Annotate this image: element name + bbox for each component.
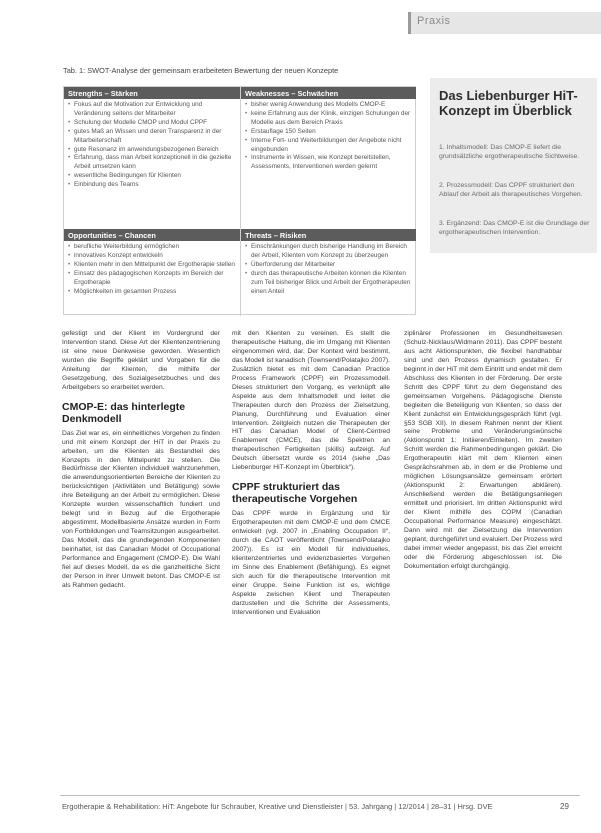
overview-sidebox: [430, 78, 597, 253]
footer-citation: Ergotherapie & Rehabilitation: HiT: Angebote für Schrauber, Kreative und Dienstleister | 53. Jahrgang | 12/2014 | 28–31 | Hrsg. DVE: [62, 802, 493, 811]
list-item: • Klienten mehr in den Mittelpunkt der Ergotherapie stellen: [68, 261, 236, 270]
body-column-1: [62, 330, 220, 788]
list-item: • innovatives Konzept entwickeln: [68, 252, 236, 261]
body-column-3: [404, 330, 562, 788]
list-item: • Schulung der Modelle CMOP und Modul CPPF: [68, 119, 236, 128]
paragraph: gefestigt und der Klient im Vordergrund der Intervention stand. Diese Art der Klientenzentrierung ist eine neue Denkweise geworden. Wesentlich wurden die Begriffe geklärt und Vorgaben für die Anleitung der Klienten, die mithilfe der Gesetzgebung, des Sozialgesetzbuches und des Arbeitgebers so erarbeitet werden.: [62, 330, 220, 391]
page-number: 29: [560, 802, 569, 811]
section-header-tab: [408, 12, 601, 34]
threats-header: Threats – Risiken: [241, 229, 416, 241]
weaknesses-header: Weaknesses – Schwächen: [241, 87, 416, 99]
sidebox-title: Das Liebenburger HiT-Konzept im Überblick: [439, 88, 578, 118]
sidebox-item: 3. Ergänzend: Das CMOP-E ist die Grundlage der ergotherapeutischen Intervention.: [439, 220, 590, 236]
table-caption: Tab. 1: SWOT-Analyse der gemeinsam erarbeiteten Bewertung der neuen Konzepte: [63, 66, 339, 75]
sidebox-item: 1. Inhaltsmodell: Das CMOP-E liefert die grundsätzliche ergotherapeutische Sichtweise.: [439, 144, 580, 160]
paragraph: Das CPPF wurde in Ergänzung und für Ergotherapeuten mit dem CMOP-E und dem CMCE entwickelt (vgl. 2007 in „Enabling Occupation II“, durch die CAOT veröffentlicht (Townsend/Polatajko 2007)). Es ist ein Modell für individuelles, klientenzentriertes und evidenzbasiertes Vorgehen im Sinne des Enablement (Befähigung). Es eignet sich auch für die therapeutische Intervention mit einer Gruppe. Seine Funktion ist es, wichtige Aspekte zwischen Klient und Therapeuten darzustellen und die Schritte der Assessments, Interventionen und Evaluation: [232, 510, 390, 616]
list-item: • Einschränkungen durch bisherige Handlung im Bereich der Arbeit, Klienten vom Konzept zu überzeugen: [245, 243, 413, 261]
column-divider: [240, 87, 241, 316]
list-item: • bisher wenig Anwendung des Modells CMOP-E: [245, 101, 413, 110]
footer-divider: [60, 795, 580, 796]
list-item: • durch das therapeutische Arbeiten können die Klienten zum Teil bisheriger Blick und Arbeit der Ergotherapeuten einen Anteil: [245, 270, 413, 297]
list-item: • Fokus auf die Motivation zur Entwicklung und Veränderung seitens der Mitarbeiter: [68, 101, 236, 119]
list-item: • Instrumente in Wissen, wie Konzept bereitstellen, Assessments, Interventionen werden gelernt: [245, 154, 413, 172]
weaknesses-cell: [245, 101, 413, 227]
paragraph: ziplinärer Professionen im Gesundheitswesen (Schulz-Nicklaus/Widmann 2011). Das CPPF besteht aus acht Aktionspunkten, die flexibel handhabbar sind und den Prozess dynamisch gestalten. Er beginnt in der HiT mit dem Eintritt und endet mit dem Abschluss des Klienten in der Förderung. Der erste Schritt des CPPF führt zu dem Gegenstand des gemeinsamen Vorgehens. Pädagogische Dienste begleiten die Beteiligung von Klienten, so dass der Klient zunächst ein Entwicklungsgespräch führt (vgl. §53 SGB XII). In diesem Rahmen nennt der Klient seine Probleme und Veränderungswünsche (Aktionspunkt 1: Initiieren/Einleiten). Im zweiten Schritt werden die Rahmenbedingungen geklärt. Die Ergotherapeutin klärt mit dem Klienten einen Gesprächsrahmen ab, in dem er die Probleme und möglichen Lösungsansätze gemeinsam erörtert (Aktionspunkt 2: Erwartungen abklären). Anschließend werden die Betätigungsanliegen ermittelt und priorisiert. Im dritten Aktionspunkt wird der Klient mithilfe des COPM (Canadian Occupational Performance Measure) eingeschätzt. Dann wird mit der Zielsetzung die Intervention geplant, durchgeführt und evaluiert. Der Prozess wird dabei immer wieder angepasst, bis das Ziel erreicht oder die Förderung abgeschlossen ist. Die Dokumentation erfolgt durchgängig.: [404, 330, 562, 570]
list-item: • Erfahrung, dass man Arbeit konzeptionell in die gezielte Arbeit umsetzen kann: [68, 154, 236, 172]
list-item: • wesentliche Bedingungen für Klienten: [68, 172, 236, 181]
opportunities-cell: [68, 243, 236, 313]
opportunities-header: Opportunities – Chancen: [64, 229, 240, 241]
list-item: • gutes Maß an Wissen und deren Transparenz in der Mitarbeiterschaft: [68, 128, 236, 146]
strengths-cell: [68, 101, 236, 227]
swot-table: [63, 86, 416, 315]
list-item: • Erstauflage 150 Seiten: [245, 128, 413, 137]
section-heading: CPPF strukturiert das therapeutische Vorgehen: [232, 481, 358, 506]
threats-cell: [245, 243, 413, 313]
section-heading: CMOP-E: das hinterlegte Denkmodell: [62, 400, 186, 425]
paragraph: mit den Klienten zu vereinen. Es stellt die therapeutische Haltung, die im Umgang mit Klienten eingenommen wird, dar. Der Kontext wird bestimmt, das Modell ist kanadisch (Townsend/Polatajko 2007). Zusätzlich bietet es mit dem Canadian Practice Process Framework (CPPF) ein Prozessmodell. Dieses strukturiert den Vorgang, es verknüpft alle Aspekte aus dem Inhaltsmodell und leitet die Therapeuten durch den Prozess der Zielsetzung, Planung, Durchführung und Evaluation einer Intervention. Zeitgleich nutzen die Therapeuten der HiT das Canadian Model of Client-Centred Enablement (CMCE), das die Spektren an therapeutischen Fertigkeiten (skills) aufzeigt. Auf Deutsch übersetzt wurde es 2014 (siehe „Das Liebenburger HiT-Konzept im Überblick“).: [232, 330, 390, 472]
body-column-2: [232, 330, 390, 788]
list-item: • Überforderung der Mitarbeiter: [245, 261, 413, 270]
strengths-header: Strengths – Stärken: [64, 87, 240, 99]
list-item: • berufliche Weiterbildung ermöglichen: [68, 243, 236, 252]
list-item: • Interne Fort- und Weiterbildungen der Angebote nicht eingebunden: [245, 137, 413, 155]
list-item: • Einbindung des Teams: [68, 181, 236, 190]
list-item: • gute Resonanz im anwendungsbezogenen Bereich: [68, 146, 236, 155]
paragraph: Das Ziel war es, ein einheitliches Vorgehen zu finden und mit einem Konzept der HiT in der Praxis zu arbeiten, um die Klienten als Bestandteil des Konzepts in den Mittelpunkt zu stellen. Die Bedürfnisse der Klienten individuell wahrzunehmen, die anwendungsorientierten Bereiche der Klienten zu berücksichtigen (Aktivitäten und Betätigung) sowie ihre Beteiligung an der Arbeit zu ermöglichen. Diese Konzepte wurden wissenschaftlich fundiert und belegt und in Bezug auf die Ergotherapie abgestimmt. Modellbasierte Ansätze wurden in Form von Fortbildungen und Teamsitzungen ausgearbeitet. Das Modell, das die grundlegenden Komponenten beinhaltet, ist das Canadian Model of Occupational Performance and Engagement (CMOP-E). Die Wahl fiel auf dieses Modell, da es die ganzheitliche Sicht der Person in ihrer Umwelt betont. Das CMOP-E ist als Rahmen gedacht.: [62, 429, 220, 589]
list-item: • Einsatz des pädagogischen Konzepts im Bereich der Ergotherapie: [68, 270, 236, 288]
section-label: Praxis: [417, 15, 451, 27]
list-item: • keine Erfahrung aus der Klinik, einzigen Schulungen der Modelle aus dem Bereich Praxis: [245, 110, 413, 128]
sidebox-item: 2. Prozessmodell: Das CPPF strukturiert den Ablauf der Arbeit als therapeutisches Vorgehen.: [439, 182, 583, 198]
list-item: • Möglichkeiten im gesamten Prozess: [68, 288, 236, 297]
